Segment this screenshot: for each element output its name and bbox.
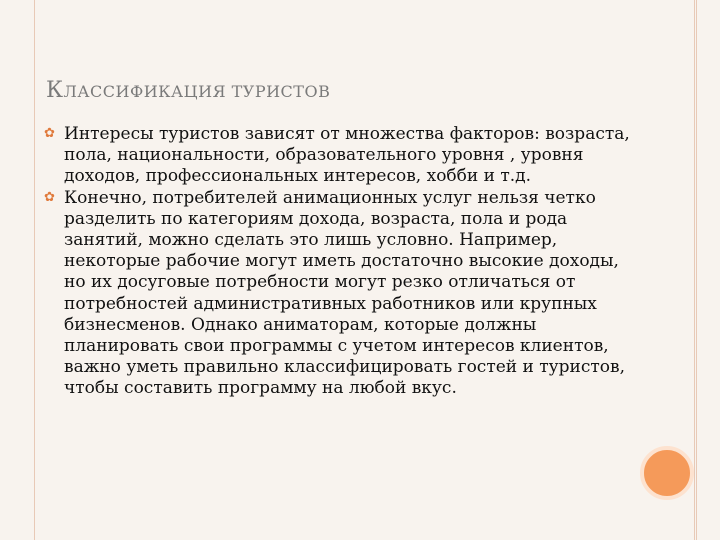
bullet-item xyxy=(44,188,644,400)
bullet-icon: ✿ xyxy=(44,126,55,141)
bullet-icon: ✿ xyxy=(44,189,55,205)
slide-title xyxy=(46,78,330,103)
right-border-line xyxy=(694,0,697,540)
bullet-list xyxy=(44,124,644,400)
bullet-item xyxy=(44,124,644,188)
bullet-text: Конечно, потребителей анимационных услуг нельзя четко разделить по категориям дохода, возраста, пола и рода занятий, можно сделать это лишь условно. Например, некоторые рабочие могут иметь достаточно высокие доходы, но их досуговые потребности могут резко отличаться от потребностей административных работников или крупных бизнесменов. Однако аниматорам, которые должны планировать свои программы с учетом интересов клиентов, важно уметь правильно классифицировать гостей и туристов, чтобы составить программу на любой вкус. xyxy=(64,187,626,399)
bullet-text: Интересы туристов зависят от множества факторов: возраста, пола, национальности, образовательного уровня , уровня доходов, профессиональных интересов, хобби и т.д. xyxy=(64,124,630,187)
title-initial: К xyxy=(46,78,64,103)
left-border-line xyxy=(34,0,35,540)
title-rest: ЛАССИФИКАЦИЯ ТУРИСТОВ xyxy=(63,82,331,101)
decorative-circle xyxy=(640,446,694,500)
